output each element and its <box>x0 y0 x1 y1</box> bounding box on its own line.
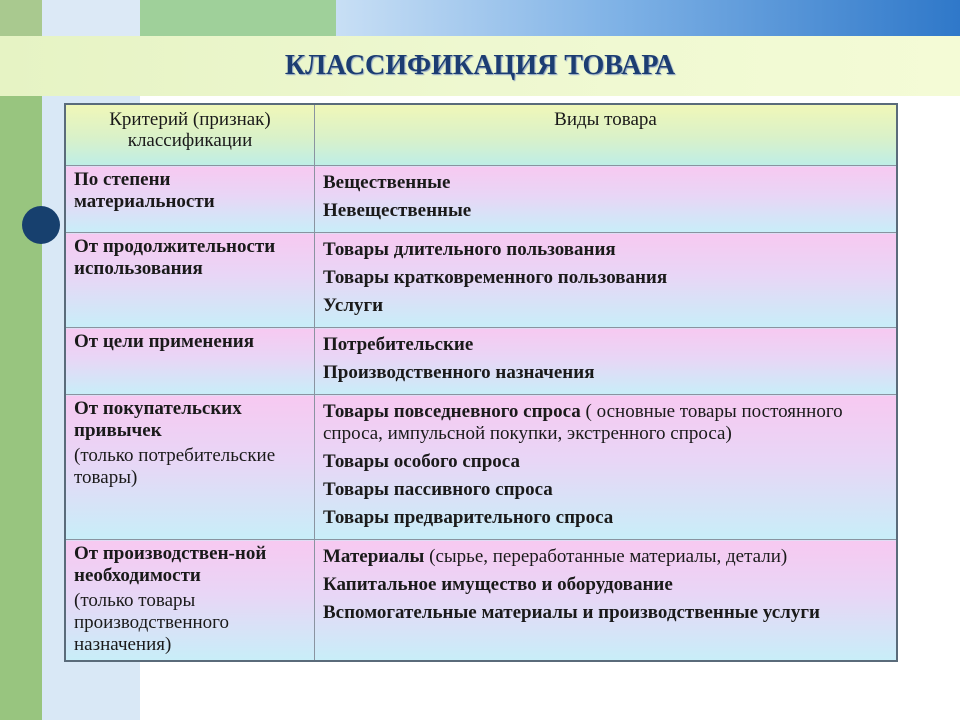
kind-item-label: Товары кратковременного пользования <box>323 267 668 288</box>
kind-item-detail: (сырье, переработанные материалы, детали) <box>424 546 788 567</box>
kind-item <box>323 200 888 222</box>
kind-item <box>323 602 888 624</box>
decor-left-green-strip <box>0 36 42 720</box>
kind-item <box>323 574 888 596</box>
kind-item-detail: ( основные товары постоянного спроса, импульсной покупки, экстренного спроса) <box>323 401 843 444</box>
kind-item-label: Товары особого спроса <box>323 451 520 472</box>
decor-top-green <box>140 0 336 36</box>
criterion-cell <box>65 328 315 395</box>
header-kinds: Виды товара <box>315 104 898 166</box>
kind-item <box>323 267 888 289</box>
kind-item <box>323 334 888 356</box>
table-header-row <box>65 104 897 166</box>
kind-item <box>323 479 888 501</box>
criterion-text: От производствен-ной необходимости <box>74 543 267 586</box>
kinds-cell <box>315 166 898 233</box>
kind-item-label: Невещественные <box>323 200 472 221</box>
table-row <box>65 328 897 395</box>
table-row <box>65 395 897 540</box>
criterion-cell <box>65 395 315 540</box>
kind-item-label: Производственного назначения <box>323 362 595 383</box>
decor-top-gradient <box>336 0 960 36</box>
header-criterion: Критерий (признак) классификации <box>65 104 315 166</box>
kind-item <box>323 362 888 384</box>
slide-title: КЛАССИФИКАЦИЯ ТОВАРА <box>284 50 676 81</box>
kind-item-label: Вещественные <box>323 172 451 193</box>
criterion-text: От цели применения <box>74 331 254 352</box>
kind-item <box>323 401 888 445</box>
criterion-cell <box>65 166 315 233</box>
kind-item <box>323 507 888 529</box>
table-row <box>65 233 897 328</box>
kind-item-label: Материалы <box>323 546 425 567</box>
criterion-text: От покупательских привычек <box>74 398 242 441</box>
criterion-note: (только потребительские товары) <box>74 445 276 488</box>
criterion-cell <box>65 233 315 328</box>
criterion-note: (только товары производственного назначения) <box>74 590 229 655</box>
kind-item-label: Услуги <box>323 295 384 316</box>
kind-item <box>323 451 888 473</box>
kind-item-label: Капитальное имущество и оборудование <box>323 574 673 595</box>
kind-item-label: Товары длительного пользования <box>323 239 616 260</box>
criterion-text: По степени материальности <box>74 169 215 212</box>
kind-item <box>323 239 888 261</box>
classification-table <box>64 103 898 662</box>
table-row <box>65 166 897 233</box>
table-body <box>65 166 897 662</box>
decor-top-blue <box>42 0 140 36</box>
kind-item <box>323 546 888 568</box>
kinds-cell <box>315 233 898 328</box>
decor-top-left <box>0 0 42 36</box>
kinds-cell <box>315 395 898 540</box>
criterion-text: От продолжительности использования <box>74 236 276 279</box>
kinds-cell <box>315 540 898 662</box>
kind-item-label: Товары повседневного спроса <box>323 401 581 422</box>
kind-item <box>323 172 888 194</box>
kind-item <box>323 295 888 317</box>
kind-item-label: Товары пассивного спроса <box>323 479 553 500</box>
table-row <box>65 540 897 662</box>
kind-item-label: Товары предварительного спроса <box>323 507 614 528</box>
kinds-cell <box>315 328 898 395</box>
kind-item-label: Вспомогательные материалы и производственные услуги <box>323 602 820 623</box>
kind-item-label: Потребительские <box>323 334 474 355</box>
criterion-cell <box>65 540 315 662</box>
decor-bullet-dot <box>22 206 60 244</box>
